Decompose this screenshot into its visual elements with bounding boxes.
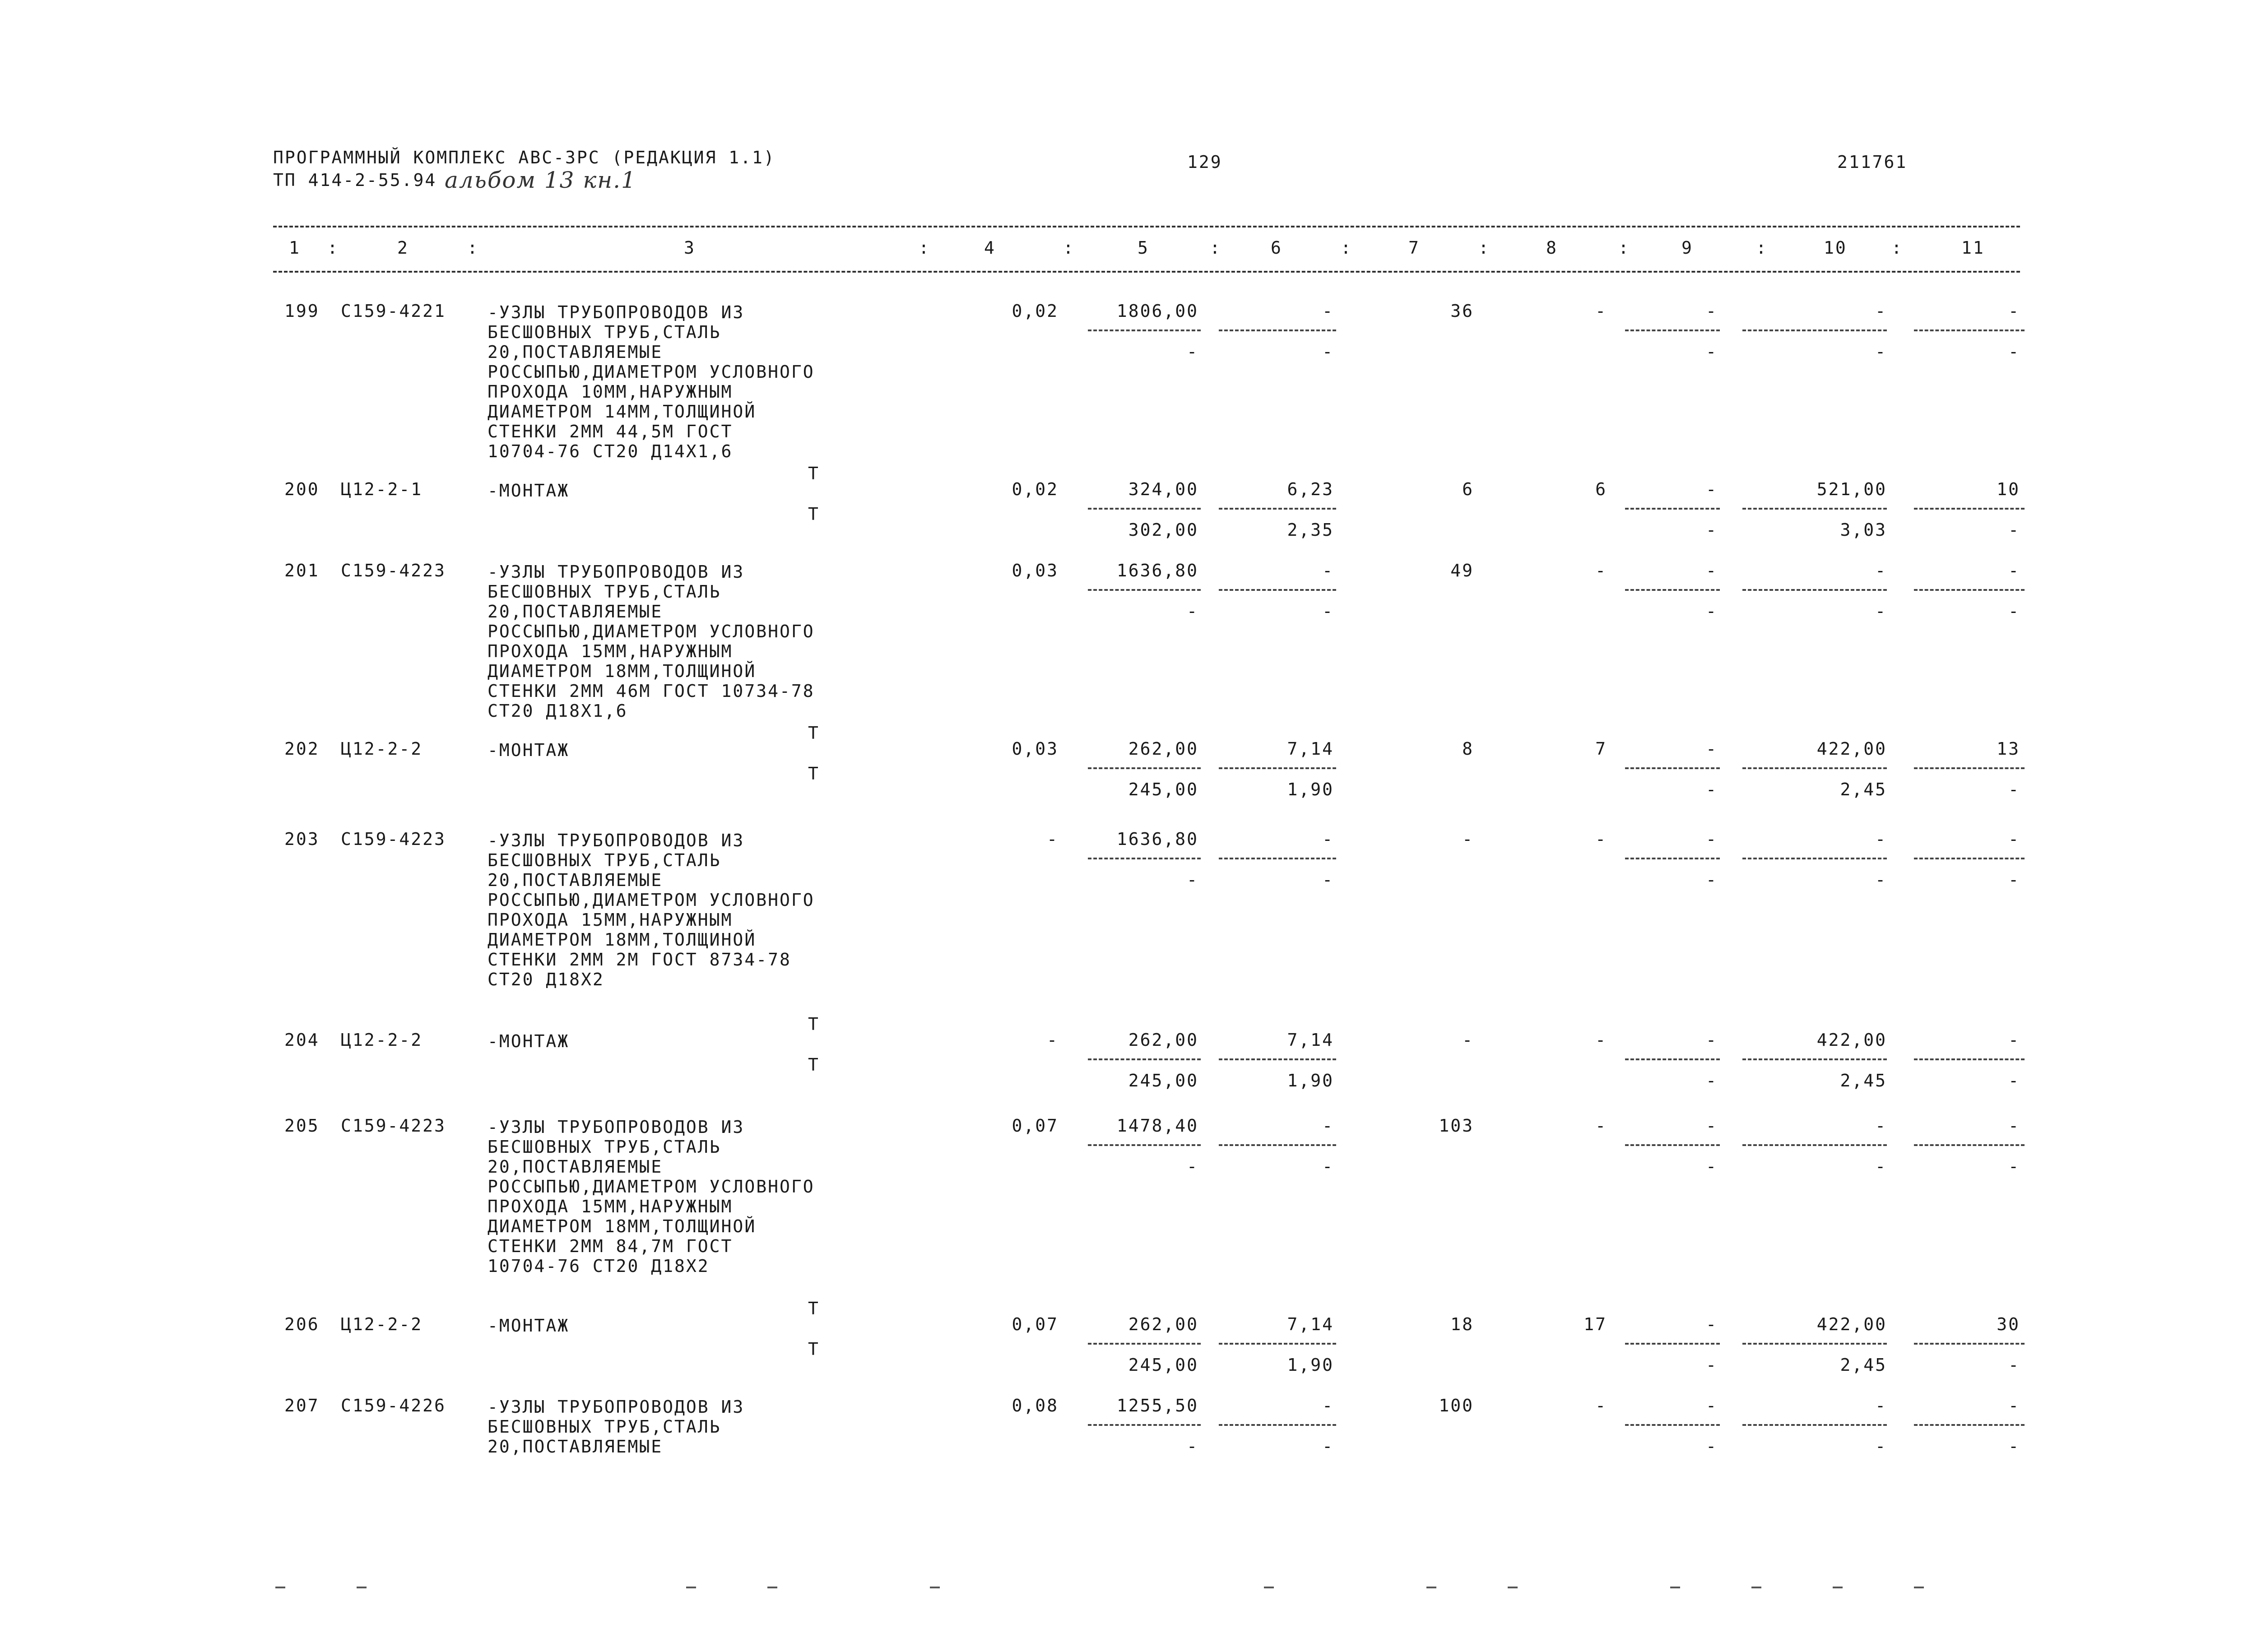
row-code: С159-4226	[341, 1396, 446, 1415]
column-header-2: 2	[397, 238, 409, 258]
cell-col-c9b: -	[1706, 342, 1718, 362]
t-marker: Т	[808, 1055, 820, 1075]
cell-col-c5: 1478,40	[1116, 1116, 1198, 1136]
cell-underline	[1219, 1343, 1336, 1345]
cell-underline	[1088, 1058, 1201, 1060]
column-header-11: 11	[1961, 238, 1985, 258]
t-marker: Т	[808, 1014, 820, 1034]
cell-col-c10: 521,00	[1816, 479, 1887, 499]
cell-col-c11b: -	[2008, 342, 2020, 362]
row-number: 201	[284, 561, 320, 580]
cell-col-c6b: -	[1322, 601, 1334, 621]
row-description: -МОНТАЖ	[488, 1031, 570, 1051]
cell-col-c5: 1636,80	[1116, 829, 1198, 849]
cell-col-c11b: -	[2008, 780, 2020, 799]
cell-col-c10b: -	[1875, 1436, 1887, 1456]
margin-mark	[1426, 1587, 1436, 1588]
cell-underline	[1088, 1343, 1201, 1345]
cell-col-c7: 103	[1439, 1116, 1474, 1136]
column-header-8: 8	[1546, 238, 1558, 258]
cell-col-c7: 49	[1450, 561, 1474, 580]
cell-col-c8: 6	[1595, 479, 1607, 499]
column-header-1: 1	[289, 238, 301, 258]
cell-col-c5: 1255,50	[1116, 1396, 1198, 1415]
margin-mark	[1833, 1587, 1843, 1588]
cell-col-c6b: 1,90	[1287, 780, 1334, 799]
cell-col-c5: 262,00	[1128, 739, 1198, 759]
cell-col-c5: 262,00	[1128, 1030, 1198, 1050]
row-code: Ц12-2-2	[341, 1314, 423, 1334]
margin-mark	[1670, 1587, 1680, 1588]
cell-col-c10: -	[1875, 561, 1887, 580]
cell-col-c6: -	[1322, 1396, 1334, 1415]
cell-underline	[1219, 1058, 1336, 1060]
cell-underline	[1742, 1144, 1887, 1146]
cell-col-c6b: -	[1322, 870, 1334, 890]
cell-underline	[1219, 329, 1336, 331]
column-separator: :	[1618, 238, 1630, 258]
row-description: -УЗЛЫ ТРУБОПРОВОДОВ ИЗ БЕСШОВНЫХ ТРУБ,СТАЛЬ 20,ПОСТАВЛЯЕМЫЕ РОССЫПЬЮ,ДИАМЕТРОМ УСЛОВНОГО ПРОХОДА 15ММ,НАРУЖНЫМ ДИАМЕТРОМ 18ММ,ТОЛЩИНОЙ СТЕНКИ 2ММ 46М ГОСТ 10734-78 СТ20 Д18Х1,6	[488, 562, 815, 721]
cell-col-c9b: -	[1706, 601, 1718, 621]
cell-col-c10b: 2,45	[1840, 1355, 1887, 1375]
cell-col-c11b: -	[2008, 1071, 2020, 1091]
cell-underline	[1625, 1058, 1720, 1060]
cell-underline	[1625, 767, 1720, 769]
margin-mark	[357, 1587, 367, 1588]
cell-underline	[1088, 589, 1201, 591]
cell-col-c6: 7,14	[1287, 1030, 1334, 1050]
column-separator: :	[919, 238, 930, 258]
row-description: -УЗЛЫ ТРУБОПРОВОДОВ ИЗ БЕСШОВНЫХ ТРУБ,СТАЛЬ 20,ПОСТАВЛЯЕМЫЕ РОССЫПЬЮ,ДИАМЕТРОМ УСЛОВНОГО ПРОХОДА 10ММ,НАРУЖНЫМ ДИАМЕТРОМ 14ММ,ТОЛЩИНОЙ СТЕНКИ 2ММ 44,5М ГОСТ 10704-76 СТ20 Д14Х1,6	[488, 302, 815, 461]
cell-underline	[1625, 858, 1720, 859]
cell-col-c6: -	[1322, 829, 1334, 849]
column-separator: :	[1478, 238, 1490, 258]
cell-underline	[1914, 1424, 2025, 1426]
cell-underline	[1742, 858, 1887, 859]
cell-underline	[1088, 1424, 1201, 1426]
cell-col-c6: 7,14	[1287, 739, 1334, 759]
cell-underline	[1625, 589, 1720, 591]
t-marker: Т	[808, 1339, 820, 1359]
cell-col-c6b: 2,35	[1287, 520, 1334, 540]
cell-underline	[1219, 858, 1336, 859]
row-number: 204	[284, 1030, 320, 1050]
cell-col-c9b: -	[1706, 1436, 1718, 1456]
row-code: Ц12-2-1	[341, 479, 423, 499]
column-header-7: 7	[1408, 238, 1420, 258]
cell-underline	[1088, 329, 1201, 331]
cell-underline	[1088, 508, 1201, 510]
cell-col-c10b: -	[1875, 601, 1887, 621]
cell-col-c10: 422,00	[1816, 1030, 1887, 1050]
cell-col-c9: -	[1706, 739, 1718, 759]
cell-col-c11: -	[2008, 1396, 2020, 1415]
cell-underline	[1914, 767, 2025, 769]
cell-col-c8: -	[1595, 1396, 1607, 1415]
cell-col-c10: -	[1875, 1116, 1887, 1136]
cell-underline	[1625, 1144, 1720, 1146]
column-separator: :	[327, 238, 339, 258]
cell-col-c9b: -	[1706, 1156, 1718, 1176]
cell-col-c7: 6	[1462, 479, 1474, 499]
cell-col-c5: 324,00	[1128, 479, 1198, 499]
row-number: 200	[284, 479, 320, 499]
t-marker: Т	[808, 723, 820, 743]
cell-col-c11: -	[2008, 829, 2020, 849]
row-code: С159-4221	[341, 301, 446, 321]
cell-col-c10b: 2,45	[1840, 780, 1887, 799]
cell-underline	[1914, 1144, 2025, 1146]
margin-mark	[1914, 1587, 1924, 1588]
column-header-9: 9	[1681, 238, 1693, 258]
t-marker: Т	[808, 764, 820, 784]
cell-col-c9: -	[1706, 301, 1718, 321]
cell-col-c9b: -	[1706, 1355, 1718, 1375]
row-description: -УЗЛЫ ТРУБОПРОВОДОВ ИЗ БЕСШОВНЫХ ТРУБ,СТАЛЬ 20,ПОСТАВЛЯЕМЫЕ	[488, 1397, 745, 1457]
cell-col-c5b: -	[1187, 870, 1198, 890]
cell-col-c10: 422,00	[1816, 1314, 1887, 1334]
cell-col-c10: -	[1875, 829, 1887, 849]
cell-col-c9: -	[1706, 1314, 1718, 1334]
row-code: С159-4223	[341, 829, 446, 849]
cell-underline	[1914, 589, 2025, 591]
cell-col-c10b: 3,03	[1840, 520, 1887, 540]
cell-col-c9: -	[1706, 561, 1718, 580]
cell-underline	[1625, 1343, 1720, 1345]
column-separator: :	[1891, 238, 1903, 258]
cell-col-c6b: -	[1322, 1156, 1334, 1176]
cell-col-c9b: -	[1706, 780, 1718, 799]
column-header-6: 6	[1271, 238, 1282, 258]
cell-underline	[1742, 1343, 1887, 1345]
cell-col-c7: 100	[1439, 1396, 1474, 1415]
margin-mark	[1264, 1587, 1274, 1588]
cell-col-qty: -	[1047, 1030, 1059, 1050]
row-code: Ц12-2-2	[341, 739, 423, 759]
row-number: 205	[284, 1116, 320, 1136]
cell-col-c7: -	[1462, 1030, 1474, 1050]
cell-col-c5b: 245,00	[1128, 1355, 1198, 1375]
cell-col-qty: 0,03	[1012, 561, 1059, 580]
header-bottom-rule	[273, 271, 2020, 273]
cell-col-c9: -	[1706, 1396, 1718, 1415]
cell-col-c5b: -	[1187, 342, 1198, 362]
t-marker: Т	[808, 504, 820, 524]
cell-col-c10b: -	[1875, 342, 1887, 362]
column-separator: :	[1063, 238, 1075, 258]
cell-col-qty: 0,02	[1012, 301, 1059, 321]
cell-col-c9: -	[1706, 1030, 1718, 1050]
column-header-3: 3	[684, 238, 696, 258]
cell-underline	[1914, 858, 2025, 859]
cell-col-c9: -	[1706, 829, 1718, 849]
column-header-4: 4	[984, 238, 996, 258]
cell-col-c5b: 245,00	[1128, 1071, 1198, 1091]
cell-col-c8: -	[1595, 301, 1607, 321]
cell-underline	[1742, 589, 1887, 591]
cell-col-c7: -	[1462, 829, 1474, 849]
cell-col-qty: 0,07	[1012, 1314, 1059, 1334]
column-header-10: 10	[1824, 238, 1847, 258]
cell-col-c10: 422,00	[1816, 739, 1887, 759]
cell-underline	[1219, 1144, 1336, 1146]
cell-col-c9b: -	[1706, 870, 1718, 890]
cell-col-c7: 18	[1450, 1314, 1474, 1334]
cell-col-c10b: 2,45	[1840, 1071, 1887, 1091]
cell-col-c11b: -	[2008, 1355, 2020, 1375]
cell-underline	[1742, 1058, 1887, 1060]
cell-col-c11b: -	[2008, 520, 2020, 540]
cell-col-c11: -	[2008, 1116, 2020, 1136]
cell-col-c6: -	[1322, 301, 1334, 321]
cell-col-c6: -	[1322, 1116, 1334, 1136]
cell-col-c6b: -	[1322, 1436, 1334, 1456]
cell-col-c9b: -	[1706, 1071, 1718, 1091]
cell-col-c5b: 245,00	[1128, 780, 1198, 799]
cell-underline	[1219, 767, 1336, 769]
cell-col-c5: 262,00	[1128, 1314, 1198, 1334]
cell-col-c5b: -	[1187, 1156, 1198, 1176]
cell-col-c5b: 302,00	[1128, 520, 1198, 540]
cell-underline	[1625, 1424, 1720, 1426]
cell-col-qty: 0,03	[1012, 739, 1059, 759]
row-description: -МОНТАЖ	[488, 481, 570, 501]
row-description: -УЗЛЫ ТРУБОПРОВОДОВ ИЗ БЕСШОВНЫХ ТРУБ,СТАЛЬ 20,ПОСТАВЛЯЕМЫЕ РОССЫПЬЮ,ДИАМЕТРОМ УСЛОВНОГО ПРОХОДА 15ММ,НАРУЖНЫМ ДИАМЕТРОМ 18ММ,ТОЛЩИНОЙ СТЕНКИ 2ММ 84,7М ГОСТ 10704-76 СТ20 Д18Х2	[488, 1117, 815, 1276]
row-description: -МОНТАЖ	[488, 1316, 570, 1336]
cell-underline	[1219, 508, 1336, 510]
row-description: -УЗЛЫ ТРУБОПРОВОДОВ ИЗ БЕСШОВНЫХ ТРУБ,СТАЛЬ 20,ПОСТАВЛЯЕМЫЕ РОССЫПЬЮ,ДИАМЕТРОМ УСЛОВНОГО ПРОХОДА 15ММ,НАРУЖНЫМ ДИАМЕТРОМ 18ММ,ТОЛЩИНОЙ СТЕНКИ 2ММ 2М ГОСТ 8734-78 СТ20 Д18Х2	[488, 831, 815, 989]
column-separator: :	[1210, 238, 1221, 258]
t-marker: Т	[808, 1299, 820, 1318]
cell-col-qty: 0,07	[1012, 1116, 1059, 1136]
cell-underline	[1914, 329, 2025, 331]
row-description: -МОНТАЖ	[488, 740, 570, 760]
cell-col-c11: 13	[1997, 739, 2020, 759]
cell-col-c9b: -	[1706, 520, 1718, 540]
cell-col-qty: 0,08	[1012, 1396, 1059, 1415]
cell-col-c9: -	[1706, 479, 1718, 499]
cell-col-c8: -	[1595, 561, 1607, 580]
cell-col-c7: 36	[1450, 301, 1474, 321]
row-number: 199	[284, 301, 320, 321]
row-number: 206	[284, 1314, 320, 1334]
cell-col-c7: 8	[1462, 739, 1474, 759]
cell-col-c11b: -	[2008, 601, 2020, 621]
cell-col-c11: 10	[1997, 479, 2020, 499]
cell-underline	[1914, 1058, 2025, 1060]
cell-col-c6b: 1,90	[1287, 1071, 1334, 1091]
cell-underline	[1219, 1424, 1336, 1426]
row-code: С159-4223	[341, 561, 446, 580]
cell-underline	[1742, 508, 1887, 510]
program-title: ПРОГРАММНЫЙ КОМПЛЕКС АВС-3РС (РЕДАКЦИЯ 1.1)	[273, 148, 776, 167]
cell-col-c11: 30	[1997, 1314, 2020, 1334]
cell-col-c9: -	[1706, 1116, 1718, 1136]
cell-col-c5: 1636,80	[1116, 561, 1198, 580]
cell-col-c8: 7	[1595, 739, 1607, 759]
margin-mark	[686, 1587, 696, 1588]
row-code: С159-4223	[341, 1116, 446, 1136]
margin-mark	[275, 1587, 285, 1588]
cell-col-c11: -	[2008, 561, 2020, 580]
cell-underline	[1914, 1343, 2025, 1345]
t-marker: Т	[808, 464, 820, 483]
column-separator: :	[1341, 238, 1352, 258]
cell-underline	[1742, 329, 1887, 331]
cell-col-c6: -	[1322, 561, 1334, 580]
margin-mark	[930, 1587, 940, 1588]
cell-col-c11b: -	[2008, 1436, 2020, 1456]
cell-col-qty: -	[1047, 829, 1059, 849]
cell-col-c5b: -	[1187, 1436, 1198, 1456]
cell-col-c5: 1806,00	[1116, 301, 1198, 321]
cell-underline	[1219, 589, 1336, 591]
row-number: 202	[284, 739, 320, 759]
document-code: ТП 414-2-55.94	[273, 170, 437, 190]
row-code: Ц12-2-2	[341, 1030, 423, 1050]
row-number: 207	[284, 1396, 320, 1415]
cell-col-c8: -	[1595, 1116, 1607, 1136]
margin-mark	[767, 1587, 777, 1588]
cell-col-c10b: -	[1875, 1156, 1887, 1176]
cell-underline	[1742, 1424, 1887, 1426]
cell-underline	[1088, 858, 1201, 859]
cell-col-c8: -	[1595, 829, 1607, 849]
cell-col-c8: 17	[1584, 1314, 1607, 1334]
cell-col-c10: -	[1875, 1396, 1887, 1415]
column-separator: :	[1756, 238, 1768, 258]
cell-col-c10: -	[1875, 301, 1887, 321]
handwritten-note: альбом 13 кн.1	[445, 167, 636, 193]
cell-col-c8: -	[1595, 1030, 1607, 1050]
cell-col-c6b: -	[1322, 342, 1334, 362]
cell-col-c6: 6,23	[1287, 479, 1334, 499]
cell-underline	[1088, 1144, 1201, 1146]
cell-col-c6b: 1,90	[1287, 1355, 1334, 1375]
cell-underline	[1625, 329, 1720, 331]
row-number: 203	[284, 829, 320, 849]
column-header-5: 5	[1138, 238, 1149, 258]
cell-col-c11b: -	[2008, 870, 2020, 890]
cell-col-qty: 0,02	[1012, 479, 1059, 499]
column-separator: :	[467, 238, 479, 258]
cell-underline	[1742, 767, 1887, 769]
cell-underline	[1914, 508, 2025, 510]
cell-col-c11b: -	[2008, 1156, 2020, 1176]
margin-mark	[1751, 1587, 1761, 1588]
cell-underline	[1625, 508, 1720, 510]
page-number: 129	[1187, 152, 1222, 172]
margin-mark	[1508, 1587, 1518, 1588]
header-top-rule	[273, 226, 2020, 227]
cell-col-c5b: -	[1187, 601, 1198, 621]
cell-col-c11: -	[2008, 1030, 2020, 1050]
cell-underline	[1088, 767, 1201, 769]
cell-col-c6: 7,14	[1287, 1314, 1334, 1334]
cell-col-c10b: -	[1875, 870, 1887, 890]
cell-col-c11: -	[2008, 301, 2020, 321]
document-number: 211761	[1837, 152, 1908, 172]
